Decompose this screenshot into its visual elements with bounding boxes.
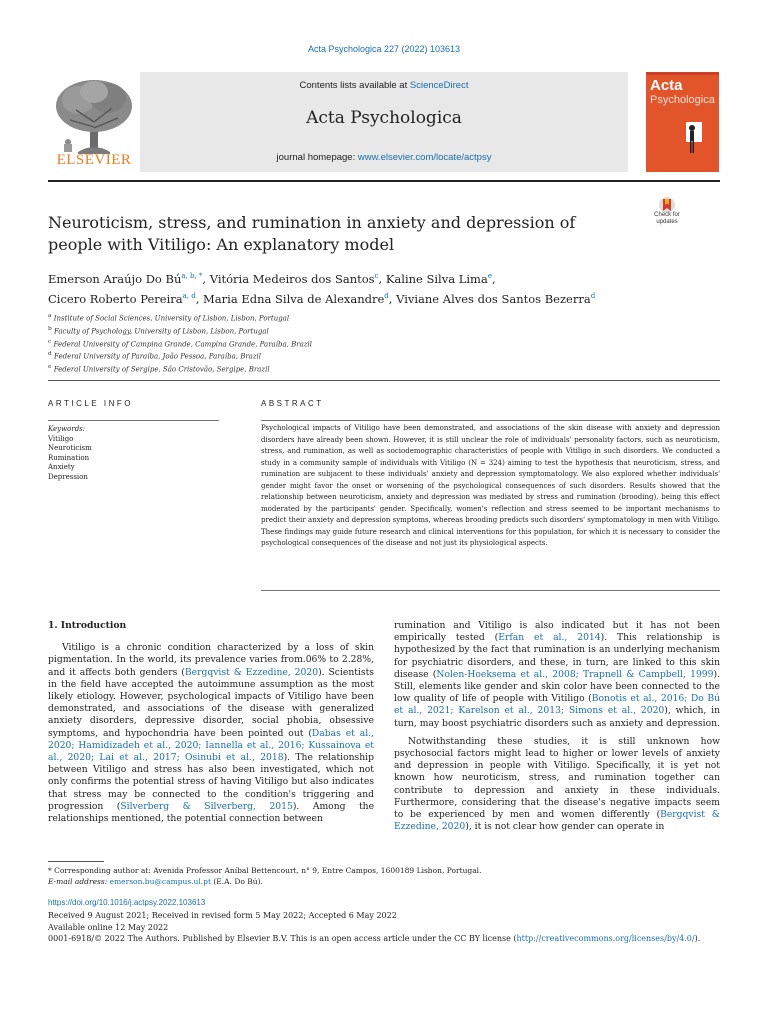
keywords-label: Keywords: [48,425,86,433]
contents-prefix: Contents lists available at [299,80,410,91]
affiliation: $^b$ Faculty of Psychology, University of Lisbon, Lisbon, Portugal [48,325,269,336]
elsevier-logo[interactable] [48,72,140,172]
citation-link[interactable]: Bergqvist & Ezzedine, 2020 [184,666,319,678]
author-affil-mark: c [374,272,379,280]
publisher-logo-text: ELSEVIER [56,152,132,168]
keyword: Neuroticism [48,444,92,452]
body-paragraph: Vitiligo is a chronic condition characterized by a loss of skin pigmentation. In the world, its prevalence varies from.06% to 2.28%, and it affects both genders (Bergqvist & Ezzedine, 2020). Scientists in the field have accepted the autoimmune assumption as the most likely etiology. However, psychological impacts of Vitiligo have been demonstrated, and associations of the disease with generalized anxiety disorders, depressive disorder, social phobia, obsessive symptoms, and hypochondria have been pointed out (Dabas et al., 2020; Hamidizadeh et al., 2020; Iannella et al., 2016; Kussainova et al., 2020; Lai et al., 2017; Osinubi et al., 2018). The relationship between Vitiligo and stress has also been investigated, which not only confirms the potential stress of having Vitiligo but also indicates that stress may be connected to the condition's triggering and progression (Silverberg & Silverberg, 2015). Among the relationships mentioned, the potential connection between [48,642,375,825]
affiliation: $^c$ Federal University of Campina Grande, Campina Grande, Paraíba, Brazil [48,338,312,348]
affiliation-list [48,311,708,375]
author[interactable]: Viviane Alves dos Santos Bezerra$^d$ [396,291,596,306]
email-line: E-mail address: emerson.bu@campus.ul.pt (E.A. Do Bú). [48,877,263,886]
journal-reference[interactable]: Acta Psychologica 227 (2022) 103613 [307,44,461,54]
citation-link[interactable]: Silverberg & Silverberg, 2015 [120,800,293,812]
homepage-prefix: journal homepage: [276,152,358,163]
journal-cover[interactable] [646,72,719,172]
cover-figure-icon [680,114,710,158]
journal-title: Acta Psychologica [306,108,462,128]
article-info-heading: ARTICLE INFO [48,399,133,408]
abstract-text: Psychological impacts of Vitiligo have been demonstrated, and associations of the skin disease with anxiety and depression disorders have already been shown. However, it is still unclear the role of individuals' personality factors, such as neuroticism, stress, and rumination, as well as sociodemographic characteristics of people with Vitiligo in such disorders. We conducted a study in a community sample of individuals with Vitiligo (N = 324) aiming to test the hypothesis that neuroticism, stress, and rumination are subjacent to these individuals' anxiety and depression symptomatology. We also explored whether individuals' gender might favor the onset or worsening of the psychological consequences of such disorders. Results showed that the relationship between neuroticism, anxiety and depression was mediated by stress and rumination (brooding), being this effect moderated by the participants' gender. Specifically, women's reflection and stress seemed to be important mechanisms to predict their anxiety and depression symptoms, whereas brooding predicts such disorders' symptomatology in men with Vitiligo. These findings may guide future research and clinical interventions for this population, for which it is necessary to consider the psychological consequences of the disease and not just its physiological aspects. [261,424,720,547]
cover-strip [646,72,719,75]
author[interactable]: Vitória Medeiros dos Santos$^c$ [209,271,379,286]
citation-link[interactable]: Dabas et al., 2020; Hamidizadeh et al., 2020; Iannella et al., 2016; Kussainova et al., 2020; Lai et al., 2017; Osinubi et al., 2018 [48,727,374,764]
available-line: Available online 12 May 2022 [48,922,169,932]
corresponding-author: * Corresponding author at: Avenida Professor Aníbal Bettencourt, n° 9, Entre Campos, 1600189 Lisbon, Portugal. [48,866,482,875]
affiliation: $^a$ Institute of Social Sciences, University of Lisbon, Lisbon, Portugal [48,313,290,323]
author-affil-mark: a, b, * [181,272,203,280]
abstract-rule [261,420,720,421]
article-info-rule [48,420,219,421]
footnote-rule [48,861,104,862]
author-affil-mark: d [384,291,389,300]
body-column-left [48,620,374,825]
history-line: Received 9 August 2021; Received in revised form 5 May 2022; Accepted 6 May 2022 [48,911,397,920]
section-heading: 1. Introduction [48,620,127,631]
doi-link[interactable]: https://doi.org/10.1016/j.actpsy.2022.103613 [48,898,206,907]
citation-link[interactable]: Bergqvist & Ezzedine, 2020 [394,809,720,833]
article-title: Neuroticism, stress, and rumination in anxiety and depression of people with Vitiligo: An explanatory model [48,213,576,254]
sciencedirect-link[interactable]: ScienceDirect [409,80,469,91]
author-affil-mark: a, d [182,291,196,300]
keyword: Anxiety [48,463,75,471]
body-column-right [394,620,720,833]
keyword: Depression [48,472,88,481]
author-affil-mark: e [487,272,492,280]
author[interactable]: Cicero Roberto Pereira$^{a, d}$ [48,291,196,306]
author-affil-mark: d [590,291,596,300]
license-link[interactable]: http://creativecommons.org/licenses/by/4.0/ [516,934,695,943]
keywords-block [48,425,218,482]
cover-title-1: Acta [650,77,683,94]
homepage-line [140,152,628,163]
author[interactable]: Maria Edna Silva de Alexandre$^d$ [203,291,389,306]
author[interactable]: Kaline Silva Lima$^e$ [385,271,492,286]
section-divider [48,380,720,381]
check-for-updates-text[interactable]: Check for updates [654,212,680,225]
keyword: Rumination [48,453,90,462]
article-dates [48,910,720,945]
license-line: 0001-6918/© 2022 The Authors. Published by Elsevier B.V. This is an open access article under the CC BY license (http://creativecommons.org/licenses/by/4.0/). [48,934,701,943]
body-paragraph: Notwithstanding these studies, it is still unknown how psychosocial factors might lead to higher or lower levels of anxiety and depression in people with Vitiligo. Specifically, it is yet not known how neuroticism, stress, and rumination together can contribute to depression and anxiety in these individuals. Furthermore, considering that the disease's negative impacts seem to be experienced by men and women differently (Bergqvist & Ezzedine, 2020), it is not clear how gender can operate in [394,735,720,833]
citation-link[interactable]: Erfan et al., 2014 [498,632,601,644]
abstract-heading: ABSTRACT [261,399,324,408]
author[interactable]: Emerson Araújo Do $Bú^{a, b, *}$ [48,271,203,286]
cover-title-2: Psychologica [650,94,715,106]
homepage-link[interactable]: www.elsevier.com/locate/actpsy [357,152,492,163]
citation-link[interactable]: Nolen-Hoeksema et al., 2008; Trapnell & Campbell, 1999 [436,668,714,680]
citation-link[interactable]: Bonotis et al., 2016; Do Bú et al., 2021; Karelson et al., 2013; Simons et al., 2020 [394,693,721,717]
affiliation: $^d$ Federal University of Paraíba, João Pessoa, Paraíba, Brazil [48,351,262,361]
contents-line [140,80,628,91]
footnote [48,865,720,887]
affiliation: $^e$ Federal University of Sergipe, São Cristovão, Sergipe, Brazil [48,364,270,374]
abstract-end-rule [261,590,720,591]
keyword: Vitiligo [48,434,74,443]
email-link[interactable]: emerson.bu@campus.ul.pt [109,877,211,886]
header-rule [48,180,720,182]
body-paragraph: rumination and Vitiligo is also indicated but it has not been empirically tested (Erfan et al., 2014). This relationship is hypothesized by the fact that rumination is an underlying mechanism for psychiatric disorders, and these, in turn, are linked to this skin disease (Nolen-Hoeksema et al., 2008; Trapnell & Campbell, 1999). Still, elements like gender and skin color have been connected to the low quality of life of people with Vitiligo (Bonotis et al., 2016; Do Bú et al., 2021; Karelson et al., 2013; Simons et al., 2020), which, in turn, may boost psychiatric disorders such as anxiety and depression. [394,620,721,729]
author-list: Emerson Araújo Do $Bú^{a, b, *}$, Vitória Medeiros dos Santos$^c$, Kaline Silva Lima$^e$, Cicero Roberto Pereira$^{a, d}$, Maria Edna Silva de Alexandre$^d$, Viviane Alves dos Santos Bezerra$^d$ [48,271,596,306]
